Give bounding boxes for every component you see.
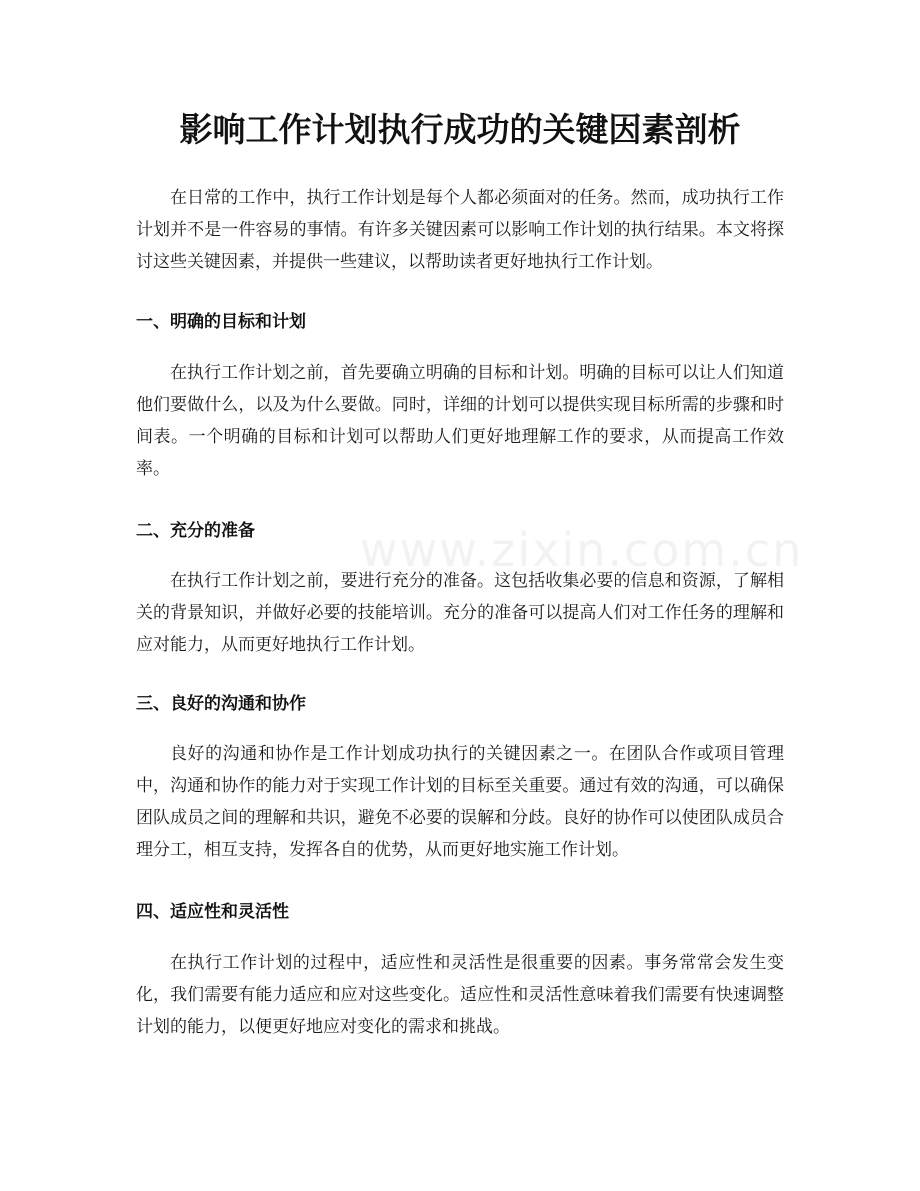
section-body-1: 在执行工作计划之前，首先要确立明确的目标和计划。明确的目标可以让人们知道他们要做什么，以及为什么要做。同时，详细的计划可以提供实现目标所需的步骤和时间表。一个明确的目标和计划可以帮助人们更好地理解工作的要求，从而提高工作效率。 (136, 363, 784, 479)
section-body-2: 在执行工作计划之前，要进行充分的准备。这包括收集必要的信息和资源，了解相关的背景知识，并做好必要的技能培训。充分的准备可以提高人们对工作任务的理解和应对能力，从而更好地执行工作计划。 (136, 571, 784, 655)
section-heading-3: 三、良好的沟通和协作 (136, 694, 306, 714)
section-heading-4: 四、适应性和灵活性 (136, 902, 289, 922)
intro-paragraph: 在日常的工作中，执行工作计划是每个人都必须面对的任务。然而，成功执行工作计划并不是一件容易的事情。有许多关键因素可以影响工作计划的执行结果。本文将探讨这些关键因素，并提供一些建议，以帮助读者更好地执行工作计划。 (136, 188, 784, 272)
section-body-4: 在执行工作计划的过程中，适应性和灵活性是很重要的因素。事务常常会发生变化，我们需要有能力适应和应对这些变化。适应性和灵活性意味着我们需要有快速调整计划的能力，以便更好地应对变化的需求和挑战。 (136, 953, 784, 1037)
section-heading-2: 二、充分的准备 (136, 521, 255, 541)
section-heading-1: 一、明确的目标和计划 (136, 312, 306, 332)
section-body-3: 良好的沟通和协作是工作计划成功执行的关键因素之一。在团队合作或项目管理中，沟通和协作的能力对于实现工作计划的目标至关重要。通过有效的沟通，可以确保团队成员之间的理解和共识，避免不必要的误解和分歧。良好的协作可以使团队成员合理分工，相互支持，发挥各自的优势，从而更好地实施工作计划。 (136, 744, 784, 860)
watermark-text: www.zixin.com.cn (360, 523, 804, 577)
page-title: 影响工作计划执行成功的关键因素剖析 (179, 110, 741, 149)
